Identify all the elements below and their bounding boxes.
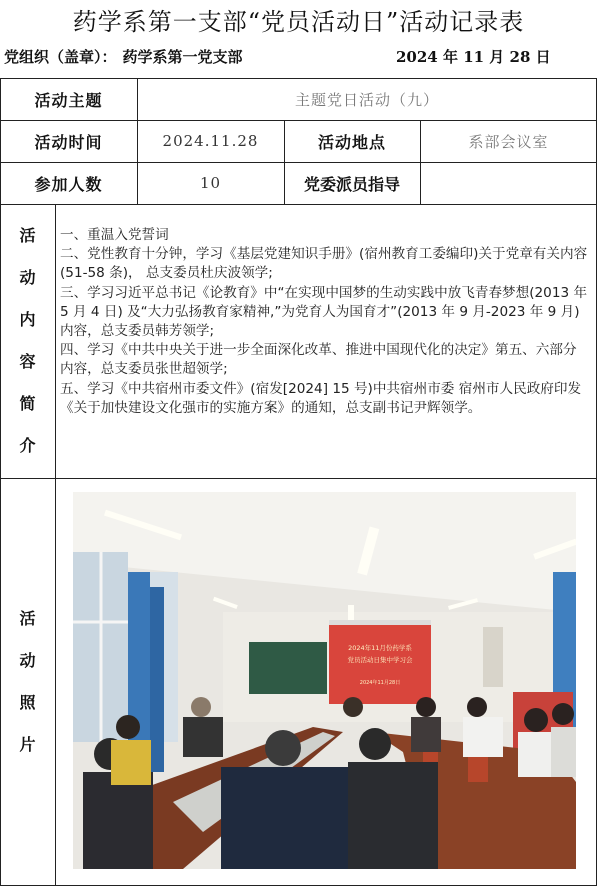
summary-item: 四、学习《中共中央关于进一步全面深化改革、推进中国现代化的决定》第五、六部分内容，总支委员张世超领学;: [60, 342, 577, 378]
record-date: 2024 年 11 月 28 日: [396, 48, 551, 66]
org-name: 药学系第一党支部: [122, 48, 243, 66]
summary-section-label: 活 动 内 容 简 介: [19, 226, 36, 455]
time-label: 活动时间: [34, 132, 103, 152]
org-label: [4, 46, 243, 67]
theme-value: 主题党日活动（九）: [294, 90, 439, 109]
photo-section-label: 活 动 照 片: [19, 608, 36, 754]
count-label: 参加人数: [34, 174, 103, 194]
document-title: 药学系第一支部“党员活动日”活动记录表: [72, 8, 525, 36]
svg-text:党员活动日集中学习会: 党员活动日集中学习会: [347, 656, 413, 664]
summary-item: 五、学习《中共宿州市委文件》(宿发[2024] 15 号)中共宿州市委 宿州市人民政府印发《关于加快建设文化强市的实施方案》的通知，总支副书记尹辉领学。: [60, 380, 582, 416]
count-value: 10: [199, 174, 222, 192]
activity-photo: [73, 492, 576, 869]
summary-item: 三、学习习近平总书记《论教育》中“在实现中国梦的生动实践中放飞青春梦想(2013 年 5 月 4 日) 及“大力弘扬教育家精神,”为党育人为国育才”(2013 年 9 月-2023 年 9 月)内容，总支委员韩芳领学;: [60, 284, 588, 340]
summary-item: 二、党性教育十分钟，学习《基层党建知识手册》(宿州教育工委编印)关于党章有关内容(51-58 条)， 总支委员杜庆波领学;: [60, 246, 588, 282]
guide-label: 党委派员指导: [303, 174, 400, 194]
svg-text:2024年11月28日: 2024年11月28日: [359, 680, 401, 686]
place-label: 活动地点: [317, 132, 386, 152]
summary-content: [60, 226, 590, 418]
place-value: 系部会议室: [468, 132, 549, 151]
time-value: 2024.11.28: [162, 132, 259, 150]
svg-text:2024年11月份药学系: 2024年11月份药学系: [348, 644, 412, 652]
org-label-text: 党组织（盖章）：: [4, 48, 117, 66]
theme-label: 活动主题: [34, 90, 103, 110]
guide-value: [420, 162, 597, 204]
summary-item: 一、重温入党誓词: [60, 227, 169, 243]
